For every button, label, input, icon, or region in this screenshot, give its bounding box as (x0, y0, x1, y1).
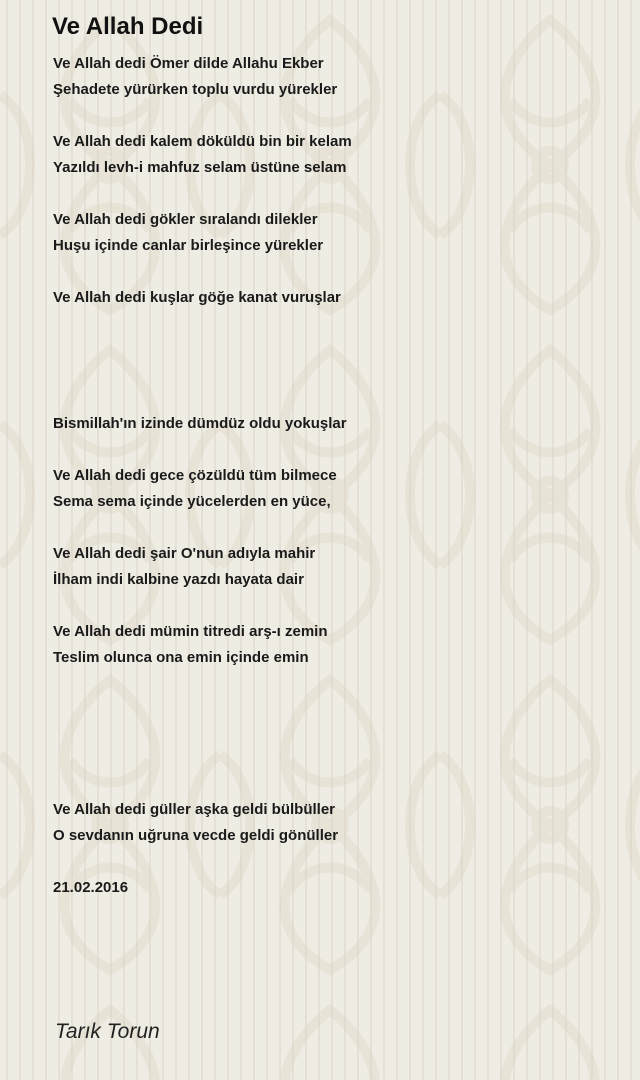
poem-title: Ve Allah Dedi (52, 13, 204, 40)
poem-line: Ve Allah dedi kalem döküldü bin bir kelam (53, 133, 352, 150)
poem-line: Ve Allah dedi güller aşka geldi bülbüller (53, 801, 336, 818)
poem-line: Yazıldı levh-i mahfuz selam üstüne selam (53, 159, 347, 176)
poem-line: O sevdanın uğruna vecde geldi gönüller (53, 827, 339, 844)
poem-line: İlham indi kalbine yazdı hayata dair (53, 571, 304, 588)
poem-author: Tarık Torun (55, 1020, 160, 1043)
poem-line: Ve Allah dedi şair O'nun adıyla mahir (53, 545, 316, 562)
poem-line: Ve Allah dedi gece çözüldü tüm bilmece (53, 467, 337, 484)
poem-line: Ve Allah dedi mümin titredi arş-ı zemin (53, 623, 328, 640)
poem-line: Bismillah'ın izinde dümdüz oldu yokuşlar (53, 415, 347, 432)
poem-line: Teslim olunca ona emin içinde emin (53, 649, 309, 666)
poem-line: Ve Allah dedi gökler sıralandı dilekler (53, 211, 318, 228)
poem-line: Sema sema içinde yücelerden en yüce, (53, 493, 331, 510)
poem-line: Şehadete yürürken toplu vurdu yürekler (53, 81, 338, 98)
poem-line: Ve Allah dedi Ömer dilde Allahu Ekber (53, 55, 324, 72)
poem-date: 21.02.2016 (53, 879, 129, 896)
poem-line: Huşu içinde canlar birleşince yürekler (53, 237, 324, 254)
poem-line: Ve Allah dedi kuşlar göğe kanat vuruşlar (53, 289, 341, 306)
